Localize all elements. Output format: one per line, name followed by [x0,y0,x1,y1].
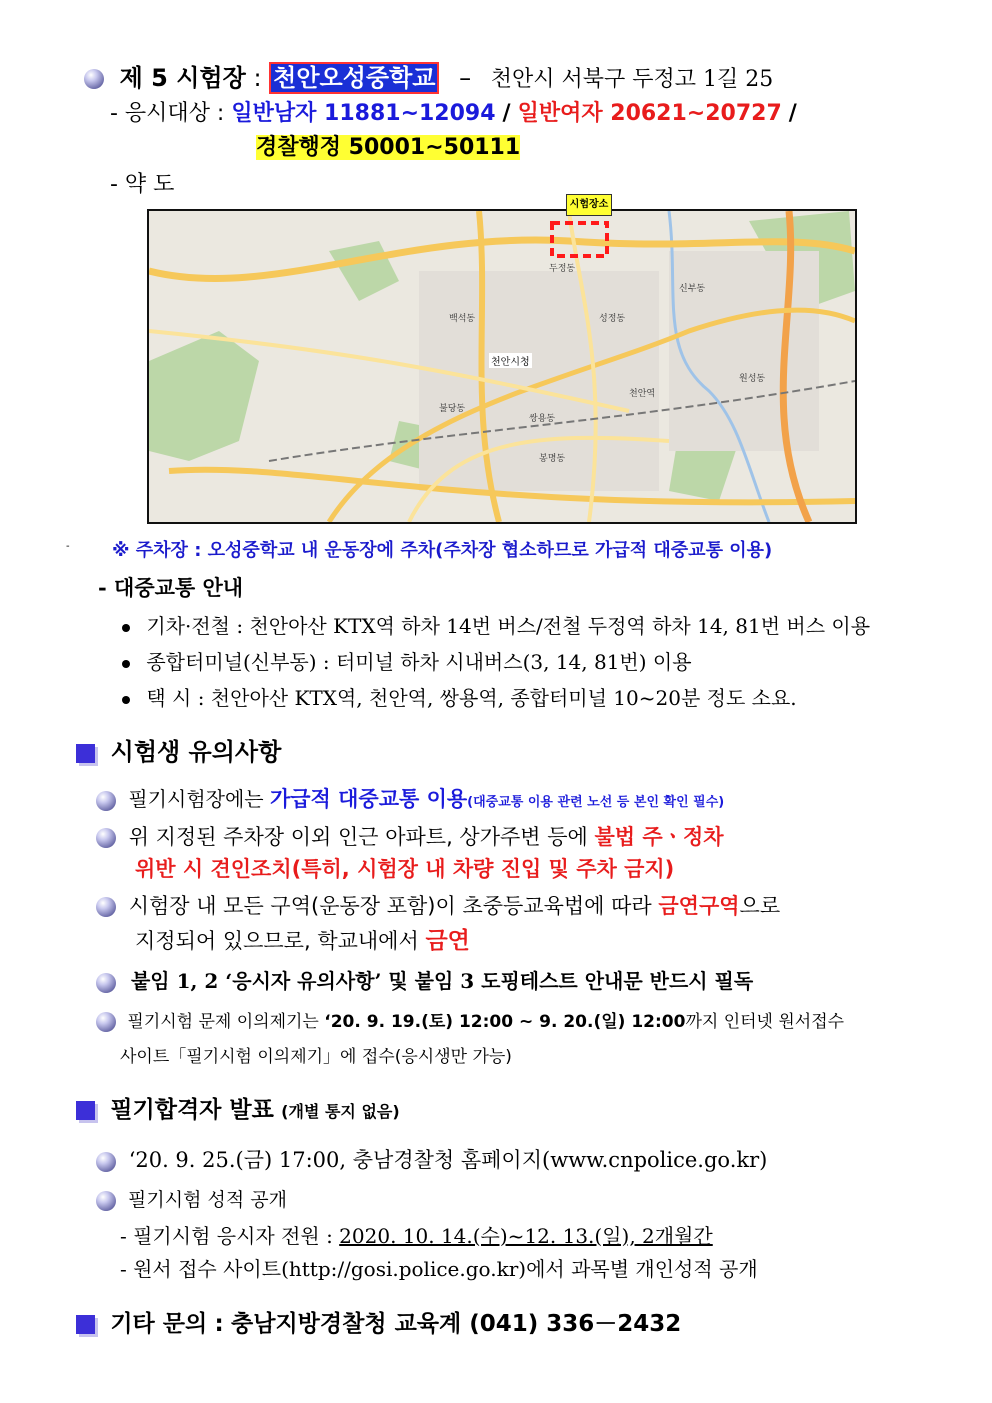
section-square-icon [76,1315,95,1334]
map-label-6: 불당동 [439,404,466,414]
bullet-ball-icon [96,973,116,993]
results-item-1: ‘20. 9. 25.(금) 17:00, 충남경찰청 홈페이지(www.cnpolice.go.kr) [96,1144,767,1176]
targets-male: 일반남자 11881~12094 [231,101,496,126]
contact-line: 기타 문의 : 충남지방경찰청 교육계 (041) 336－2432 [76,1308,681,1340]
transit-item-2: 종합터미널(신부동) : 터미널 하차 시내버스(3, 14, 81번) 이용 [122,647,692,677]
parking-mark: - [66,541,70,552]
results-heading: 필기합격자 발표 (개별 통지 없음) [76,1094,400,1128]
parking-note: ※ 주차장 : 오성중학교 내 운동장에 주차(주차장 협소하므로 가급적 대중교통 이용) [112,540,773,561]
venue-colon: : [253,64,262,92]
exam-site-marker [566,194,612,216]
venue-dash: – [459,64,472,92]
bullet-ball-icon [96,1152,116,1172]
results-item-3: - 필기시험 응시자 전원 : 2020. 10. 14.(수)~12. 13.(일), 2개월간 [120,1224,713,1248]
transit-title: - 대중교통 안내 [98,575,244,600]
bullet-ball-icon [96,897,116,917]
transit-item-1: 기차·전철 : 천안아산 KTX역 하차 14번 버스/전철 두정역 하차 14, 81번 버스 이용 [122,611,870,641]
note-3: 시험장 내 모든 구역(운동장 포함)이 초중등교육법에 따라 금연구역으로 [96,891,780,921]
map-label-2: 두정동 [549,264,576,274]
bullet-dot-icon [122,660,130,668]
map-label-5: 천안역 [629,389,656,399]
bullet-ball-icon [96,1191,116,1211]
exam-site-marker-label: 시험장소 [569,199,609,210]
note-3-cont: 지정되어 있으므로, 학교내에서 금연 [135,928,470,954]
venue-address: 천안시 서북구 두정고 1길 25 [490,67,774,92]
targets-female: 일반여자 20621~20727 [517,101,782,126]
bullet-ball-icon [96,828,116,848]
targets-police: 경찰행정 50001~50111 [256,135,521,160]
venue-line [84,62,773,96]
map-label-8: 봉명동 [539,454,566,464]
map-label-9: 원성동 [739,374,766,384]
venue-school: 천안오성중학교 [269,62,439,94]
note-2: 위 지정된 주차장 이외 인근 아파트, 상가주변 등에 불법 주ㆍ정차 [96,822,724,852]
targets-sep1: / [502,101,511,126]
note-1: 필기시험장에는 가급적 대중교통 이용(대중교통 이용 관련 노선 등 본인 확인 필수) [96,784,724,818]
bullet-ball-icon [96,1012,116,1032]
targets-police-line [256,134,520,162]
note-5-cont: 사이트「필기시험 이의제기」에 접수(응시생만 가능) [120,1047,512,1067]
targets-sep2: / [788,101,797,126]
results-item-4: - 원서 접수 사이트(http://gosi.police.go.kr)에서 과목별 개인성적 공개 [120,1257,758,1281]
section-square-icon [76,744,95,763]
map-label-3: 성정동 [599,314,626,324]
results-item-2: 필기시험 성적 공개 [96,1185,287,1215]
map-image [147,209,857,524]
map-label-1: 신부동 [679,284,706,294]
bullet-ball-icon [84,69,104,89]
targets-prefix: - 응시대상 : [110,101,225,126]
notes-heading: 시험생 유의사항 [76,735,281,769]
section-square-icon [76,1101,95,1120]
map-label-7: 백석동 [449,314,476,324]
transit-item-3: 택 시 : 천안아산 KTX역, 천안역, 쌍용역, 종합터미널 10~20분 정도 소요. [122,683,797,713]
note-5: 필기시험 문제 이의제기는 ‘20. 9. 19.(토) 12:00 ~ 9. 20.(일) 12:00까지 인터넷 원서접수 [96,1008,844,1036]
map-label-4: 쌍용동 [529,414,556,424]
note-2-cont: 위반 시 견인조치(특히, 시험장 내 차량 진입 및 주차 금지) [135,857,675,881]
venue-label: 제 5 시험장 [119,64,246,92]
map-title: - 약 도 [110,172,175,197]
map-label-city-hall: 천안시청 [489,353,532,368]
note-4: 붙임 1, 2 ‘응시자 유의사항’ 및 붙임 3 도핑테스트 안내문 반드시 필독 [96,966,753,996]
bullet-ball-icon [96,791,116,811]
bullet-dot-icon [122,624,130,632]
bullet-dot-icon [122,696,130,704]
targets-line [110,99,797,129]
